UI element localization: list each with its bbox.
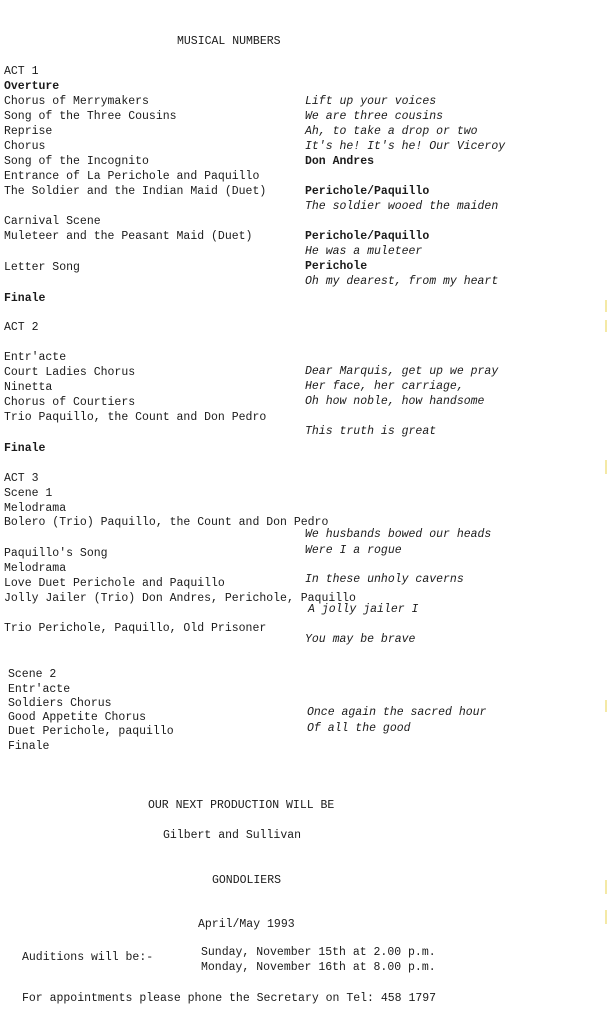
act2-heading: ACT 2 xyxy=(4,321,39,334)
item-name: Finale xyxy=(4,292,46,305)
item-name: Chorus of Merrymakers xyxy=(4,95,149,108)
item-lyric: Perichole/Paquillo xyxy=(305,185,430,198)
margin-mark xyxy=(605,910,607,924)
item-lyric: It's he! It's he! Our Viceroy xyxy=(305,140,506,153)
page-title: MUSICAL NUMBERS xyxy=(177,35,281,48)
next-production-authors: Gilbert and Sullivan xyxy=(163,829,302,842)
item-name: Love Duet Perichole and Paquillo xyxy=(4,577,225,590)
item-lyric: Perichole/Paquillo xyxy=(305,230,430,243)
item-lyric: We are three cousins xyxy=(305,110,444,123)
act1-heading: ACT 1 xyxy=(4,65,39,78)
item-name: Chorus of Courtiers xyxy=(4,396,136,409)
item-lyric: Don Andres xyxy=(305,155,375,168)
item-lyric: Oh how noble, how handsome xyxy=(305,395,485,408)
item-name: Reprise xyxy=(4,125,53,138)
item-lyric: Her face, her carriage, xyxy=(305,380,464,393)
item-lyric: Dear Marquis, get up we pray xyxy=(305,365,499,378)
item-name: Overture xyxy=(4,80,60,93)
next-production-date: April/May 1993 xyxy=(198,918,295,931)
item-name: Letter Song xyxy=(4,261,80,274)
item-lyric: Once again the sacred hour xyxy=(307,706,487,719)
item-name: Finale xyxy=(8,740,50,753)
next-production-show: GONDOLIERS xyxy=(212,874,282,887)
item-lyric: The soldier wooed the maiden xyxy=(305,200,499,213)
item-name: Soldiers Chorus xyxy=(8,697,112,710)
act3-heading: ACT 3 xyxy=(4,472,39,485)
item-lyric: Perichole xyxy=(305,260,368,273)
item-lyric: In these unholy caverns xyxy=(305,573,464,586)
margin-mark xyxy=(605,460,607,474)
item-name: Jolly Jailer (Trio) Don Andres, Perichole, Paquillo xyxy=(4,592,356,605)
item-name: Finale xyxy=(4,442,46,455)
item-lyric: This truth is great xyxy=(305,425,437,438)
auditions-label: Auditions will be:- xyxy=(22,951,154,964)
item-lyric: A jolly jailer I xyxy=(308,603,419,616)
item-lyric: Oh my dearest, from my heart xyxy=(305,275,499,288)
item-lyric: Ah, to take a drop or two xyxy=(305,125,478,138)
margin-mark xyxy=(605,700,607,712)
item-name: Muleteer and the Peasant Maid (Duet) xyxy=(4,230,253,243)
item-lyric: Lift up your voices xyxy=(305,95,437,108)
audition-date-1: Sunday, November 15th at 2.00 p.m. xyxy=(201,946,436,959)
margin-mark xyxy=(605,880,607,894)
item-name: Melodrama xyxy=(4,502,67,515)
item-lyric: Of all the good xyxy=(307,722,411,735)
item-lyric: You may be brave xyxy=(305,633,416,646)
item-name: The Soldier and the Indian Maid (Duet) xyxy=(4,185,267,198)
item-name: Trio Paquillo, the Count and Don Pedro xyxy=(4,411,267,424)
item-lyric: We husbands bowed our heads xyxy=(305,528,492,541)
item-name: Entr'acte xyxy=(8,683,71,696)
item-name: Good Appetite Chorus xyxy=(8,711,147,724)
contact-info: For appointments please phone the Secretary on Tel: 458 1797 xyxy=(22,992,437,1005)
scene2-heading: Scene 2 xyxy=(8,668,57,681)
item-lyric: He was a muleteer xyxy=(305,245,423,258)
margin-mark xyxy=(605,320,607,332)
item-name: Trio Perichole, Paquillo, Old Prisoner xyxy=(4,622,267,635)
next-production-announcement: OUR NEXT PRODUCTION WILL BE xyxy=(148,799,335,812)
item-name: Entr'acte xyxy=(4,351,67,364)
audition-date-2: Monday, November 16th at 8.00 p.m. xyxy=(201,961,436,974)
item-name: Song of the Incognito xyxy=(4,155,149,168)
item-name: Song of the Three Cousins xyxy=(4,110,177,123)
item-name: Paquillo's Song xyxy=(4,547,108,560)
scene1-heading: Scene 1 xyxy=(4,487,53,500)
item-name: Chorus xyxy=(4,140,46,153)
item-name: Melodrama xyxy=(4,562,67,575)
item-lyric: Were I a rogue xyxy=(305,544,402,557)
item-name: Duet Perichole, paquillo xyxy=(8,725,174,738)
item-name: Court Ladies Chorus xyxy=(4,366,136,379)
item-name: Bolero (Trio) Paquillo, the Count and Don Pedro xyxy=(4,516,329,529)
item-name: Ninetta xyxy=(4,381,53,394)
margin-mark xyxy=(605,300,607,312)
item-name: Carnival Scene xyxy=(4,215,101,228)
item-name: Entrance of La Perichole and Paquillo xyxy=(4,170,260,183)
